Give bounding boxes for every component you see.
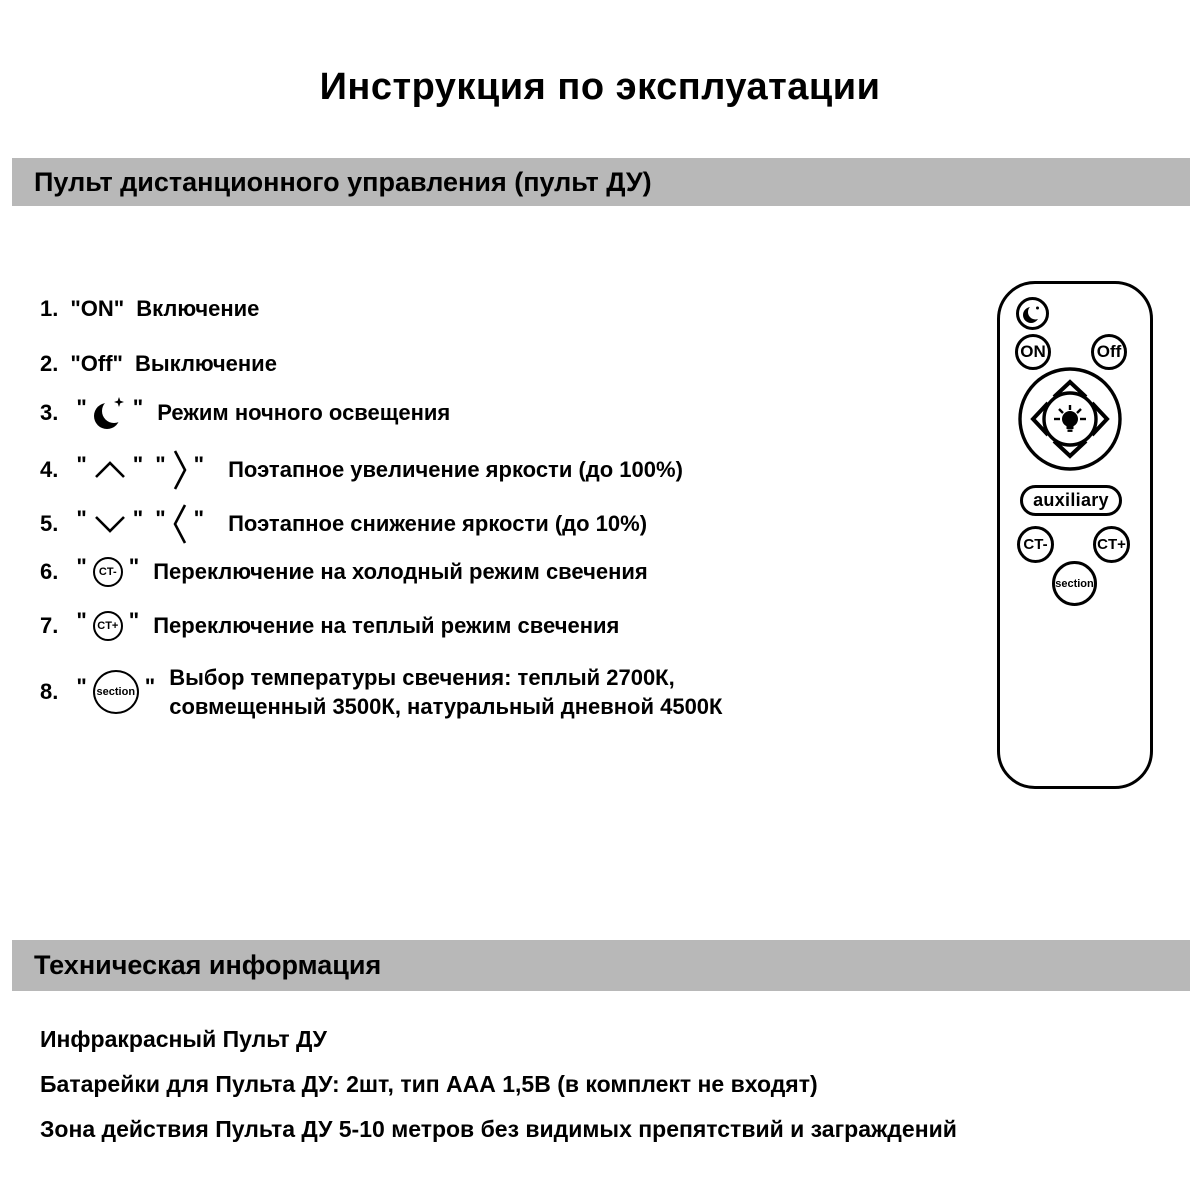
chevron-up-icon xyxy=(93,460,127,480)
chevron-up-icon xyxy=(1054,382,1086,397)
chevron-down-icon xyxy=(93,514,127,534)
item-text: Режим ночного освещения xyxy=(157,400,451,425)
section-badge: section xyxy=(93,670,139,714)
chevron-down-icon xyxy=(1054,441,1086,456)
item-text: Переключение на теплый режим свечения xyxy=(153,613,620,638)
item-number: 7. xyxy=(40,613,59,638)
tech-line-3: Зона действия Пульта ДУ 5-10 метров без видимых препятствий и заграждений xyxy=(40,1116,957,1142)
section-header-remote xyxy=(12,158,1190,206)
quote-mark: " xyxy=(144,674,156,699)
section-header-tech-label: Техническая информация xyxy=(34,950,382,980)
quote-mark: " xyxy=(76,674,87,699)
item-text: Поэтапное увеличение яркости (до 100%) xyxy=(228,457,683,482)
off-button-label: Off xyxy=(1096,342,1122,361)
auxiliary-button-label: auxiliary xyxy=(1033,490,1109,510)
section-header-tech xyxy=(12,940,1190,991)
moon-icon xyxy=(93,395,127,431)
item-number: 6. xyxy=(40,559,59,584)
angle-left-icon xyxy=(172,503,188,545)
off-token: "Off" xyxy=(70,351,123,376)
quote-mark: " xyxy=(155,452,166,477)
item-text: Переключение на холодный режим свечения xyxy=(153,559,648,584)
list-item-1 xyxy=(40,296,259,322)
item-number: 5. xyxy=(40,511,59,536)
quote-mark: " xyxy=(128,608,140,633)
quote-mark: " xyxy=(76,506,87,531)
list-item-7 xyxy=(40,608,620,641)
item-text-block xyxy=(169,663,722,721)
section-button-label: section xyxy=(1055,577,1094,590)
item-text: Поэтапное снижение яркости (до 10%) xyxy=(228,511,648,536)
auxiliary-button xyxy=(1020,485,1122,516)
quote-mark: " xyxy=(128,554,140,579)
item-number: 8. xyxy=(40,679,59,704)
quote-mark: " xyxy=(193,452,205,477)
item-text-line1: Выбор температуры свечения: теплый 2700К, xyxy=(169,665,675,690)
item-number: 2. xyxy=(40,351,59,376)
off-button xyxy=(1091,334,1127,370)
ct-minus-badge: CT- xyxy=(93,557,123,587)
moon-icon xyxy=(1022,303,1044,325)
quote-mark: " xyxy=(132,452,144,477)
ct-minus-button xyxy=(1017,526,1054,563)
quote-mark: " xyxy=(132,506,144,531)
night-mode-button xyxy=(1016,297,1049,330)
ct-plus-button xyxy=(1093,526,1130,563)
on-button-label: ON xyxy=(1020,342,1046,361)
quote-mark: " xyxy=(132,395,144,420)
angle-right-icon xyxy=(172,449,188,491)
navigation-pad xyxy=(1018,367,1122,471)
list-item-5 xyxy=(40,503,647,545)
quote-mark: " xyxy=(155,506,166,531)
list-item-6 xyxy=(40,554,648,587)
list-item-3 xyxy=(40,395,450,431)
chevron-right-icon xyxy=(1092,403,1107,435)
bulb-icon xyxy=(1054,405,1086,432)
item-number: 1. xyxy=(40,296,59,321)
item-text-line2: совмещенный 3500К, натуральный дневной 4500К xyxy=(169,694,723,719)
item-text: Выключение xyxy=(135,351,277,376)
quote-mark: " xyxy=(76,395,87,420)
section-button xyxy=(1052,561,1097,606)
on-button xyxy=(1015,334,1051,370)
chevron-left-icon xyxy=(1033,403,1048,435)
remote-control-illustration xyxy=(997,281,1153,789)
section-header-remote-label: Пульт дистанционного управления (пульт ДУ) xyxy=(34,166,652,197)
item-number: 3. xyxy=(40,400,59,425)
page-title: Инструкция по эксплуатации xyxy=(319,66,881,108)
list-item-8 xyxy=(40,663,722,721)
item-number: 4. xyxy=(40,457,59,482)
list-item-4 xyxy=(40,449,683,491)
list-item-2 xyxy=(40,351,277,377)
quote-mark: " xyxy=(76,608,87,633)
ct-plus-button-label: CT+ xyxy=(1097,536,1126,553)
on-token: "ON" xyxy=(70,296,125,321)
tech-line-2: Батарейки для Пульта ДУ: 2шт, тип ААА 1,5В (в комплект не входят) xyxy=(40,1071,818,1097)
item-text: Включение xyxy=(136,296,260,321)
ct-plus-badge: CT+ xyxy=(93,611,123,641)
quote-mark: " xyxy=(76,452,87,477)
ct-minus-button-label: CT- xyxy=(1023,536,1048,553)
tech-line-1: Инфракрасный Пульт ДУ xyxy=(40,1026,327,1052)
quote-mark: " xyxy=(76,554,87,579)
quote-mark: " xyxy=(193,506,205,531)
